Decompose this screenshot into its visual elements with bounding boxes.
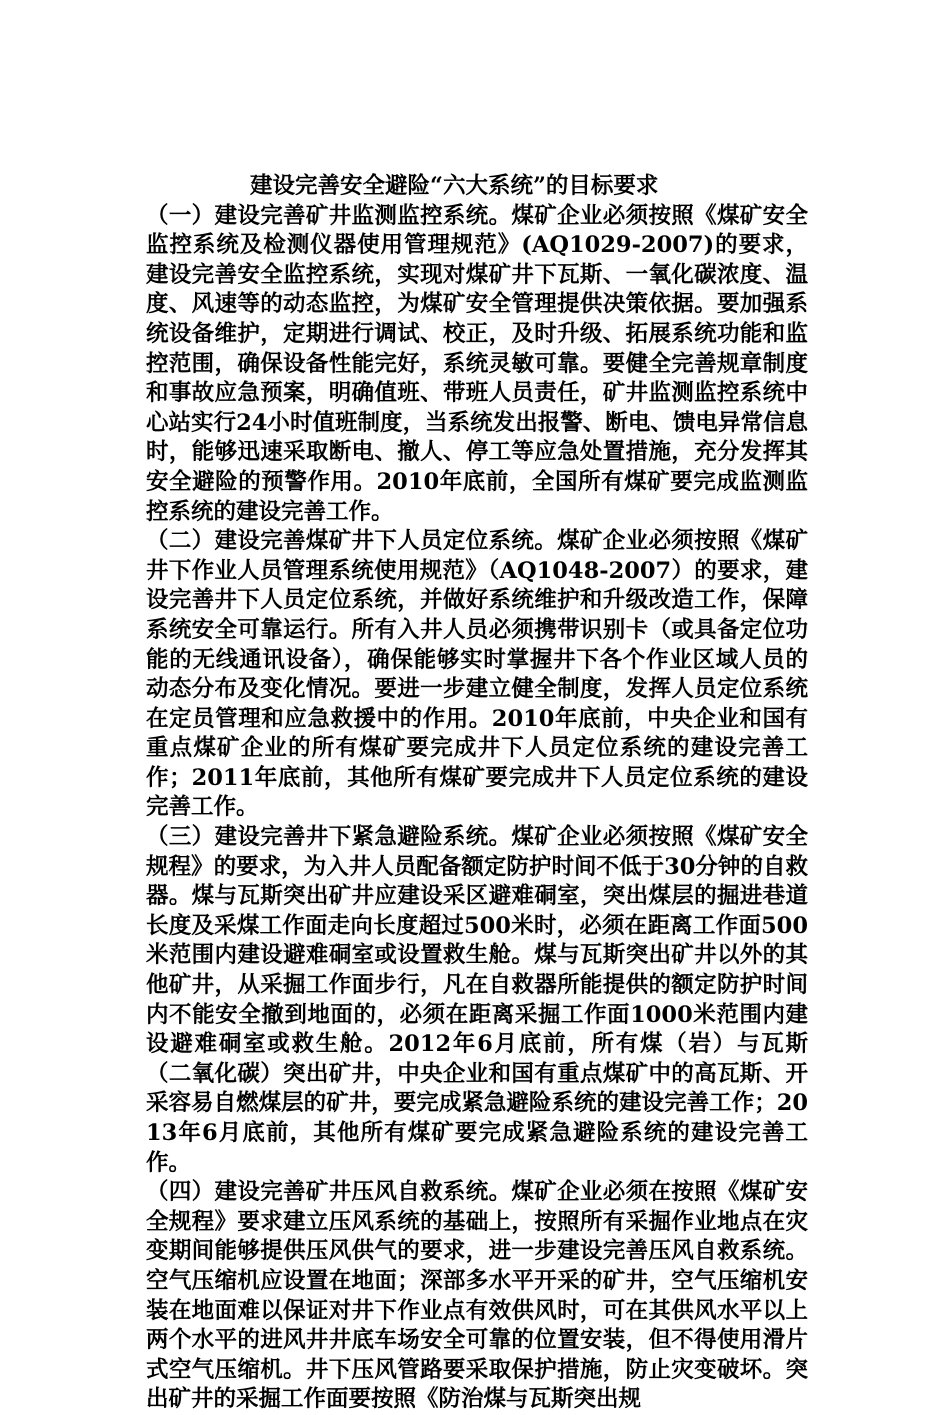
paragraph-emergency-refuge-system: （三）建设完善井下紧急避险系统。煤矿企业必须按照《煤矿安全规程》的要求，为入井人员配备额定防护时间不低于30分钟的自救器。煤与瓦斯突出矿井应建设采区避难硐室，突出煤层的掘进巷道长度及采煤工作面走向长度超过500米时，必须在距离工作面500米范围内建设避难硐室或设置救生舱。煤与瓦斯突出矿井以外的其他矿井，从采掘工作面步行，凡在自救器所能提供的额定防护时间内不能安全撤到地面的，必须在距离采掘工作面1000米范围内建设避难硐室或救生舱。2012年6月底前，所有煤（岩）与瓦斯（二氧化碳）突出矿井，中央企业和国有重点煤矿中的高瓦斯、开采容易自燃煤层的矿井，要完成紧急避险系统的建设完善工作；2013年6月底前，其他所有煤矿要完成紧急避险系统的建设完善工作。 bbox=[146, 824, 808, 1176]
document-title: 建设完善安全避险“六大系统”的目标要求 bbox=[250, 173, 659, 199]
paragraph-personnel-positioning-system: （二）建设完善煤矿井下人员定位系统。煤矿企业必须按照《煤矿井下作业人员管理系统使用规范》（AQ1048-2007）的要求，建设完善井下人员定位系统，并做好系统维护和升级改造工作，保障系统安全可靠运行。所有入井人员必须携带识别卡（或具备定位功能的无线通讯设备），确保能够实时掌握井下各个作业区域人员的动态分布及变化情况。要进一步建立健全制度，发挥人员定位系统在定员管理和应急救援中的作用。2010年底前，中央企业和国有重点煤矿企业的所有煤矿要完成井下人员定位系统的建设完善工作；2011年底前，其他所有煤矿要完成井下人员定位系统的建设完善工作。 bbox=[146, 528, 808, 821]
document-page bbox=[146, 172, 808, 1415]
paragraph-monitoring-system: （一）建设完善矿井监测监控系统。煤矿企业必须按照《煤矿安全监控系统及检测仪器使用管理规范》(AQ1029-2007)的要求，建设完善安全监控系统，实现对煤矿井下瓦斯、一氧化碳浓度、温度、风速等的动态监控，为煤矿安全管理提供决策依据。要加强系统设备维护，定期进行调试、校正，及时升级、拓展系统功能和监控范围，确保设备性能完好，系统灵敏可靠。要健全完善规章制度和事故应急预案，明确值班、带班人员责任，矿井监测监控系统中心站实行24小时值班制度，当系统发出报警、断电、馈电异常信息时，能够迅速采取断电、撤人、停工等应急处置措施，充分发挥其安全避险的预警作用。2010年底前，全国所有煤矿要完成监测监控系统的建设完善工作。 bbox=[146, 202, 808, 525]
paragraph-compressed-air-self-rescue-system: （四）建设完善矿井压风自救系统。煤矿企业必须在按照《煤矿安全规程》要求建立压风系统的基础上，按照所有采掘作业地点在灾变期间能够提供压风供气的要求，进一步建设完善压风自救系统。空气压缩机应设置在地面；深部多水平开采的矿井，空气压缩机安装在地面难以保证对井下作业点有效供风时，可在其供风水平以上两个水平的进风井井底车场安全可靠的位置安装，但不得使用滑片式空气压缩机。井下压风管路要采取保护措施，防止灾变破坏。突出矿井的采掘工作面要按照《防治煤与瓦斯突出规 bbox=[146, 1179, 808, 1413]
